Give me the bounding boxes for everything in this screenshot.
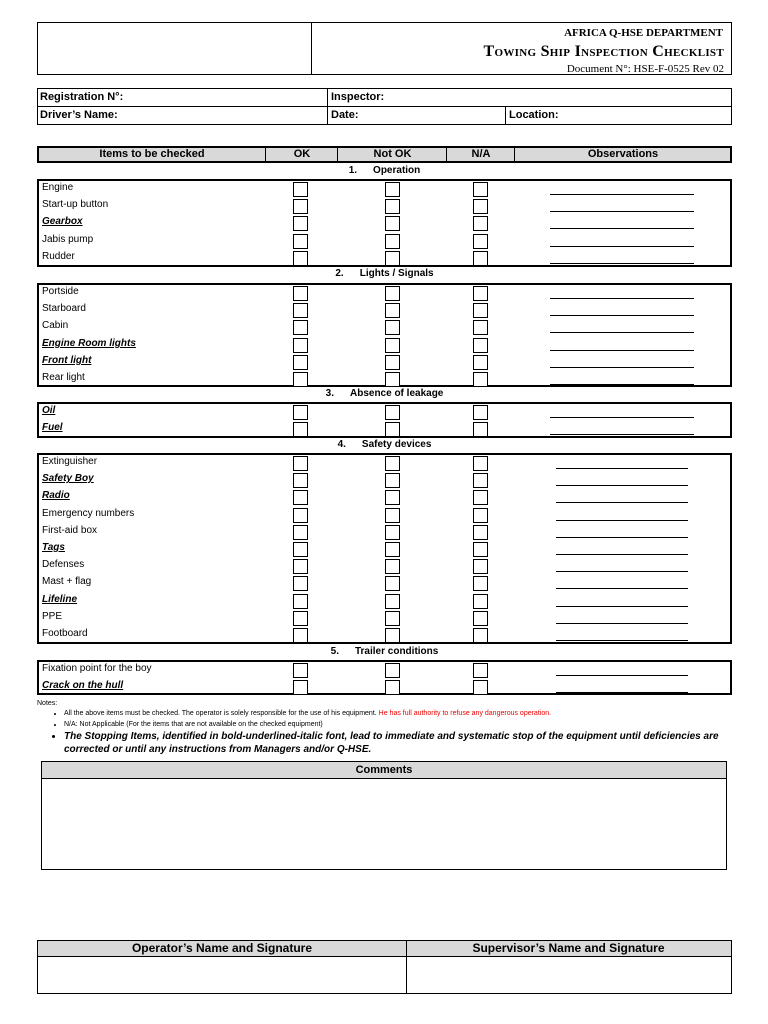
observation-field[interactable]	[550, 434, 694, 435]
ok-checkbox[interactable]	[293, 286, 308, 301]
checklist-row	[39, 371, 730, 388]
na-checkbox[interactable]	[473, 594, 488, 609]
observation-field[interactable]	[556, 554, 688, 555]
ok-checkbox[interactable]	[293, 456, 308, 471]
ok-checkbox[interactable]	[293, 216, 308, 231]
not-ok-checkbox[interactable]	[385, 355, 400, 370]
not-ok-checkbox[interactable]	[385, 251, 400, 266]
observation-field[interactable]	[556, 588, 688, 589]
not-ok-checkbox[interactable]	[385, 303, 400, 318]
na-checkbox[interactable]	[473, 628, 488, 643]
not-ok-checkbox[interactable]	[385, 663, 400, 678]
checklist-row	[39, 404, 730, 421]
not-ok-checkbox[interactable]	[385, 320, 400, 335]
signature-table	[37, 940, 732, 994]
not-ok-checkbox[interactable]	[385, 576, 400, 591]
not-ok-checkbox[interactable]	[385, 559, 400, 574]
ok-checkbox[interactable]	[293, 576, 308, 591]
ok-checkbox[interactable]	[293, 251, 308, 266]
observation-field[interactable]	[550, 246, 694, 247]
ok-checkbox[interactable]	[293, 320, 308, 335]
not-ok-checkbox[interactable]	[385, 542, 400, 557]
observation-field[interactable]	[556, 606, 688, 607]
na-checkbox[interactable]	[473, 372, 488, 387]
checklist-row	[39, 250, 730, 267]
document-number: Document N°: HSE-F-0525 Rev 02	[566, 63, 724, 75]
checklist-item-label: Rear light	[42, 372, 85, 383]
checklist-row	[39, 662, 730, 679]
ok-checkbox[interactable]	[293, 338, 308, 353]
checklist-row	[39, 455, 730, 472]
note-stopping-items: • The Stopping Items, identified in bold-underlined-italic font, lead to immediate and systematic stop of the equipment until deficiencies are corrected or until any instructions from Managers and/or Q-HSE.	[64, 730, 737, 756]
checklist-row	[39, 421, 730, 438]
na-checkbox[interactable]	[473, 234, 488, 249]
observation-field[interactable]	[556, 520, 688, 521]
checklist-item-label: Tags	[42, 542, 65, 553]
ok-checkbox[interactable]	[293, 680, 308, 695]
section-lights-title: 2. Lights / Signals	[335, 268, 434, 279]
checklist-column-header	[37, 146, 732, 163]
checklist-item-label: PPE	[42, 610, 63, 622]
section-leakage-title: 3. Absence of leakage	[325, 388, 444, 399]
checklist-row	[39, 541, 730, 558]
checklist-item-label: Oil	[42, 405, 56, 416]
checklist-row	[39, 233, 730, 250]
checklist-row	[39, 610, 730, 627]
checklist-row	[39, 524, 730, 541]
na-checkbox[interactable]	[473, 199, 488, 214]
ok-checkbox[interactable]	[293, 422, 308, 437]
observation-field[interactable]	[550, 228, 694, 229]
observation-field[interactable]	[550, 332, 694, 333]
checklist-item-label: Defenses	[42, 559, 85, 571]
column-items: Items to be checked	[99, 148, 205, 160]
checklist-row	[39, 489, 730, 506]
document-header	[37, 22, 732, 75]
registration-label: Registration N°:	[40, 91, 124, 103]
checklist-item-label: Start-up button	[42, 199, 109, 211]
department-name: AFRICA Q-HSE DEPARTMENT	[564, 27, 723, 39]
na-checkbox[interactable]	[473, 405, 488, 420]
not-ok-checkbox[interactable]	[385, 490, 400, 505]
checklist-item-label: Engine	[42, 182, 74, 193]
checklist-row	[39, 354, 730, 371]
section-lights-box	[37, 283, 732, 387]
section-trailer-box	[37, 660, 732, 695]
column-ok: OK	[265, 148, 338, 161]
checklist-item-label: Cabin	[42, 320, 69, 332]
observation-field[interactable]	[550, 367, 694, 368]
section-safety-box	[37, 453, 732, 644]
inspection-info-table	[37, 88, 732, 125]
note-item: • All the above items must be checked. The operator is solely responsible for the use of his equipment. He has full authority to refuse any dangerous operation.	[64, 708, 737, 719]
na-checkbox[interactable]	[473, 320, 488, 335]
observation-field[interactable]	[556, 571, 688, 572]
na-checkbox[interactable]	[473, 251, 488, 266]
checklist-row	[39, 319, 730, 336]
na-checkbox[interactable]	[473, 422, 488, 437]
checklist-row	[39, 215, 730, 232]
ok-checkbox[interactable]	[293, 405, 308, 420]
ok-checkbox[interactable]	[293, 234, 308, 249]
not-ok-checkbox[interactable]	[385, 338, 400, 353]
ok-checkbox[interactable]	[293, 542, 308, 557]
observation-field[interactable]	[550, 211, 694, 212]
driver-name-label: Driver’s Name:	[40, 109, 118, 121]
notes-block	[37, 700, 737, 756]
not-ok-checkbox[interactable]	[385, 594, 400, 609]
ok-checkbox[interactable]	[293, 611, 308, 626]
checklist-row	[39, 337, 730, 354]
observation-field[interactable]	[556, 537, 688, 538]
section-leakage-box	[37, 402, 732, 438]
observation-field[interactable]	[556, 468, 688, 469]
na-checkbox[interactable]	[473, 680, 488, 695]
observation-field[interactable]	[556, 692, 688, 693]
na-checkbox[interactable]	[473, 542, 488, 557]
not-ok-checkbox[interactable]	[385, 473, 400, 488]
observation-field[interactable]	[550, 263, 694, 264]
not-ok-checkbox[interactable]	[385, 199, 400, 214]
checklist-row	[39, 302, 730, 319]
checklist-item-label: Radio	[42, 490, 70, 502]
checklist-item-label: Jabis pump	[42, 233, 94, 245]
ok-checkbox[interactable]	[293, 490, 308, 505]
observation-field[interactable]	[550, 315, 694, 316]
checklist-row	[39, 627, 730, 644]
not-ok-checkbox[interactable]	[385, 405, 400, 420]
inspector-label: Inspector:	[331, 91, 385, 103]
ok-checkbox[interactable]	[293, 525, 308, 540]
column-not-ok: Not OK	[337, 148, 447, 161]
ok-checkbox[interactable]	[293, 182, 308, 197]
ok-checkbox[interactable]	[293, 508, 308, 523]
not-ok-checkbox[interactable]	[385, 422, 400, 437]
ok-checkbox[interactable]	[293, 355, 308, 370]
checklist-row	[39, 558, 730, 575]
checklist-row	[39, 472, 730, 489]
checklist-item-label: Engine Room lights	[42, 337, 136, 349]
not-ok-checkbox[interactable]	[385, 182, 400, 197]
checklist-item-label: Front light	[42, 354, 92, 366]
na-checkbox[interactable]	[473, 355, 488, 370]
checklist-item-label: Footboard	[42, 628, 88, 639]
ok-checkbox[interactable]	[293, 663, 308, 678]
operator-signature-header: Operator’s Name and Signature	[38, 941, 406, 957]
ok-checkbox[interactable]	[293, 559, 308, 574]
section-trailer-title: 5. Trailer conditions	[330, 646, 439, 657]
not-ok-checkbox[interactable]	[385, 216, 400, 231]
observation-field[interactable]	[556, 623, 688, 624]
ok-checkbox[interactable]	[293, 372, 308, 387]
column-na: N/A	[446, 148, 515, 161]
document-title: Towing Ship Inspection Checklist	[483, 43, 724, 60]
observation-field[interactable]	[550, 194, 694, 195]
observation-field[interactable]	[556, 675, 688, 676]
checklist-item-label: Starboard	[42, 303, 86, 315]
na-checkbox[interactable]	[473, 559, 488, 574]
na-checkbox[interactable]	[473, 576, 488, 591]
observation-field[interactable]	[550, 417, 694, 418]
ok-checkbox[interactable]	[293, 628, 308, 643]
checklist-item-label: Lifeline	[42, 593, 78, 605]
ok-checkbox[interactable]	[293, 473, 308, 488]
na-checkbox[interactable]	[473, 508, 488, 523]
supervisor-signature-field[interactable]	[407, 957, 731, 994]
na-checkbox[interactable]	[473, 182, 488, 197]
checklist-item-label: Rudder	[42, 250, 75, 262]
not-ok-checkbox[interactable]	[385, 508, 400, 523]
observation-field[interactable]	[550, 384, 694, 385]
checklist-item-label: Emergency numbers	[42, 507, 135, 519]
comments-title: Comments	[42, 762, 726, 779]
checklist-item-label: Safety Boy	[42, 473, 94, 485]
section-safety-title: 4. Safety devices	[337, 439, 432, 450]
operator-signature-field[interactable]	[38, 957, 406, 994]
not-ok-checkbox[interactable]	[385, 234, 400, 249]
checklist-item-label: Fixation point for the boy	[42, 663, 152, 674]
not-ok-checkbox[interactable]	[385, 525, 400, 540]
ok-checkbox[interactable]	[293, 199, 308, 214]
na-checkbox[interactable]	[473, 456, 488, 471]
na-checkbox[interactable]	[473, 525, 488, 540]
checklist-item-label: Fuel	[42, 422, 63, 434]
notes-title: Notes:	[37, 700, 58, 707]
na-checkbox[interactable]	[473, 338, 488, 353]
checklist-row	[39, 507, 730, 524]
section-operation-title: 1. Operation	[348, 165, 421, 176]
comments-box	[41, 761, 727, 870]
checklist-row	[39, 593, 730, 610]
section-operation-box	[37, 179, 732, 267]
checklist-row	[39, 679, 730, 696]
date-label: Date:	[331, 109, 359, 121]
location-label: Location:	[509, 109, 559, 121]
not-ok-checkbox[interactable]	[385, 680, 400, 695]
observation-field[interactable]	[556, 640, 688, 641]
observation-field[interactable]	[556, 485, 688, 486]
na-checkbox[interactable]	[473, 490, 488, 505]
checklist-item-label: Crack on the hull	[42, 680, 124, 692]
observation-field[interactable]	[550, 298, 694, 299]
checklist-row	[39, 181, 730, 198]
checklist-row	[39, 575, 730, 592]
not-ok-checkbox[interactable]	[385, 456, 400, 471]
na-checkbox[interactable]	[473, 286, 488, 301]
not-ok-checkbox[interactable]	[385, 372, 400, 387]
comments-area[interactable]	[42, 779, 726, 871]
na-checkbox[interactable]	[473, 303, 488, 318]
na-checkbox[interactable]	[473, 473, 488, 488]
observation-field[interactable]	[556, 502, 688, 503]
ok-checkbox[interactable]	[293, 594, 308, 609]
checklist-item-label: Portside	[42, 286, 79, 297]
checklist-row	[39, 285, 730, 302]
checklist-item-label: Mast + flag	[42, 576, 92, 588]
checklist-item-label: Gearbox	[42, 216, 83, 228]
column-observations: Observations	[514, 148, 731, 161]
observation-field[interactable]	[550, 350, 694, 351]
not-ok-checkbox[interactable]	[385, 628, 400, 643]
checklist-item-label: Extinguisher	[42, 456, 98, 467]
not-ok-checkbox[interactable]	[385, 286, 400, 301]
na-checkbox[interactable]	[473, 663, 488, 678]
na-checkbox[interactable]	[473, 216, 488, 231]
supervisor-signature-header: Supervisor’s Name and Signature	[406, 941, 731, 957]
not-ok-checkbox[interactable]	[385, 611, 400, 626]
note-item: • N/A: Not Applicable (For the items that are not available on the checked equipment)	[64, 719, 737, 730]
na-checkbox[interactable]	[473, 611, 488, 626]
checklist-item-label: First-aid box	[42, 524, 98, 536]
ok-checkbox[interactable]	[293, 303, 308, 318]
checklist-row	[39, 198, 730, 215]
